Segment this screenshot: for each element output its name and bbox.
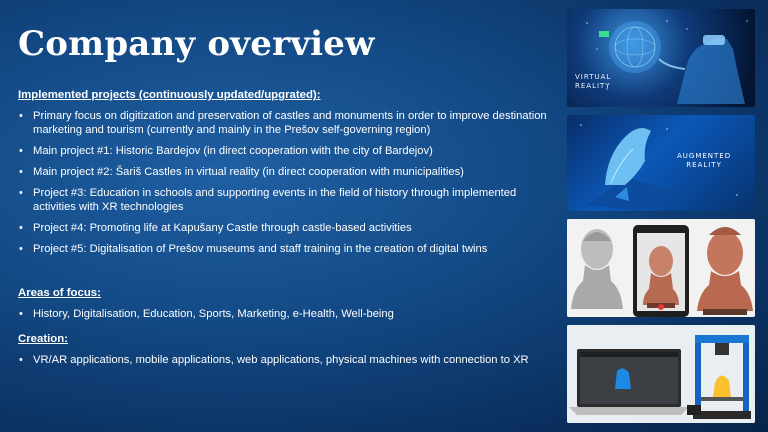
- bust-illustration: [567, 219, 755, 317]
- list-item: • Primary focus on digitization and preservation of castles and monuments in order to improve destination marketing and tourism (currently and mainly in the Prešov self-governing region): [18, 109, 558, 137]
- areas-of-focus-list: [18, 307, 558, 321]
- vr-label-line2: REALITY: [575, 82, 611, 90]
- ar-label-line1: AUGMENTED: [677, 152, 732, 160]
- vr-label: [575, 73, 611, 91]
- augmented-reality-image: [567, 115, 755, 211]
- areas-of-focus-heading: Areas of focus:: [18, 287, 101, 299]
- list-item: • Project #3: Education in schools and supporting events in the field of history through implemented activities with XR technologies: [18, 186, 558, 214]
- 3d-printer-image: [567, 325, 755, 423]
- ar-label-line2: REALITY: [686, 161, 722, 169]
- vr-label-line1: VIRTUAL: [575, 73, 612, 81]
- slide-title: Company overview: [18, 24, 375, 64]
- image-column: [567, 9, 755, 423]
- list-item: • History, Digitalisation, Education, Sports, Marketing, e-Health, Well-being: [18, 307, 558, 321]
- ar-label: [677, 152, 731, 170]
- overview-content: [18, 88, 558, 367]
- implemented-projects-list: [18, 109, 558, 256]
- list-item: • Main project #1: Historic Bardejov (in direct cooperation with the city of Bardejov): [18, 144, 558, 158]
- implemented-projects-heading: Implemented projects (continuously updated/upgrated):: [18, 89, 321, 101]
- list-item: • Project #5: Digitalisation of Prešov museums and staff training in the creation of digital twins: [18, 242, 558, 256]
- list-item: • VR/AR applications, mobile applications, web applications, physical machines with connection to XR: [18, 353, 558, 367]
- list-item: • Project #4: Promoting life at Kapušany Castle through castle-based activities: [18, 221, 558, 235]
- printer-illustration: [567, 325, 755, 423]
- vr-illustration: [567, 9, 755, 107]
- creation-heading: Creation:: [18, 333, 68, 345]
- creation-list: [18, 353, 558, 367]
- list-item: • Main project #2: Šariš Castles in virtual reality (in direct cooperation with municipalities): [18, 165, 558, 179]
- virtual-reality-image: [567, 9, 755, 107]
- 3d-scan-bust-image: [567, 219, 755, 317]
